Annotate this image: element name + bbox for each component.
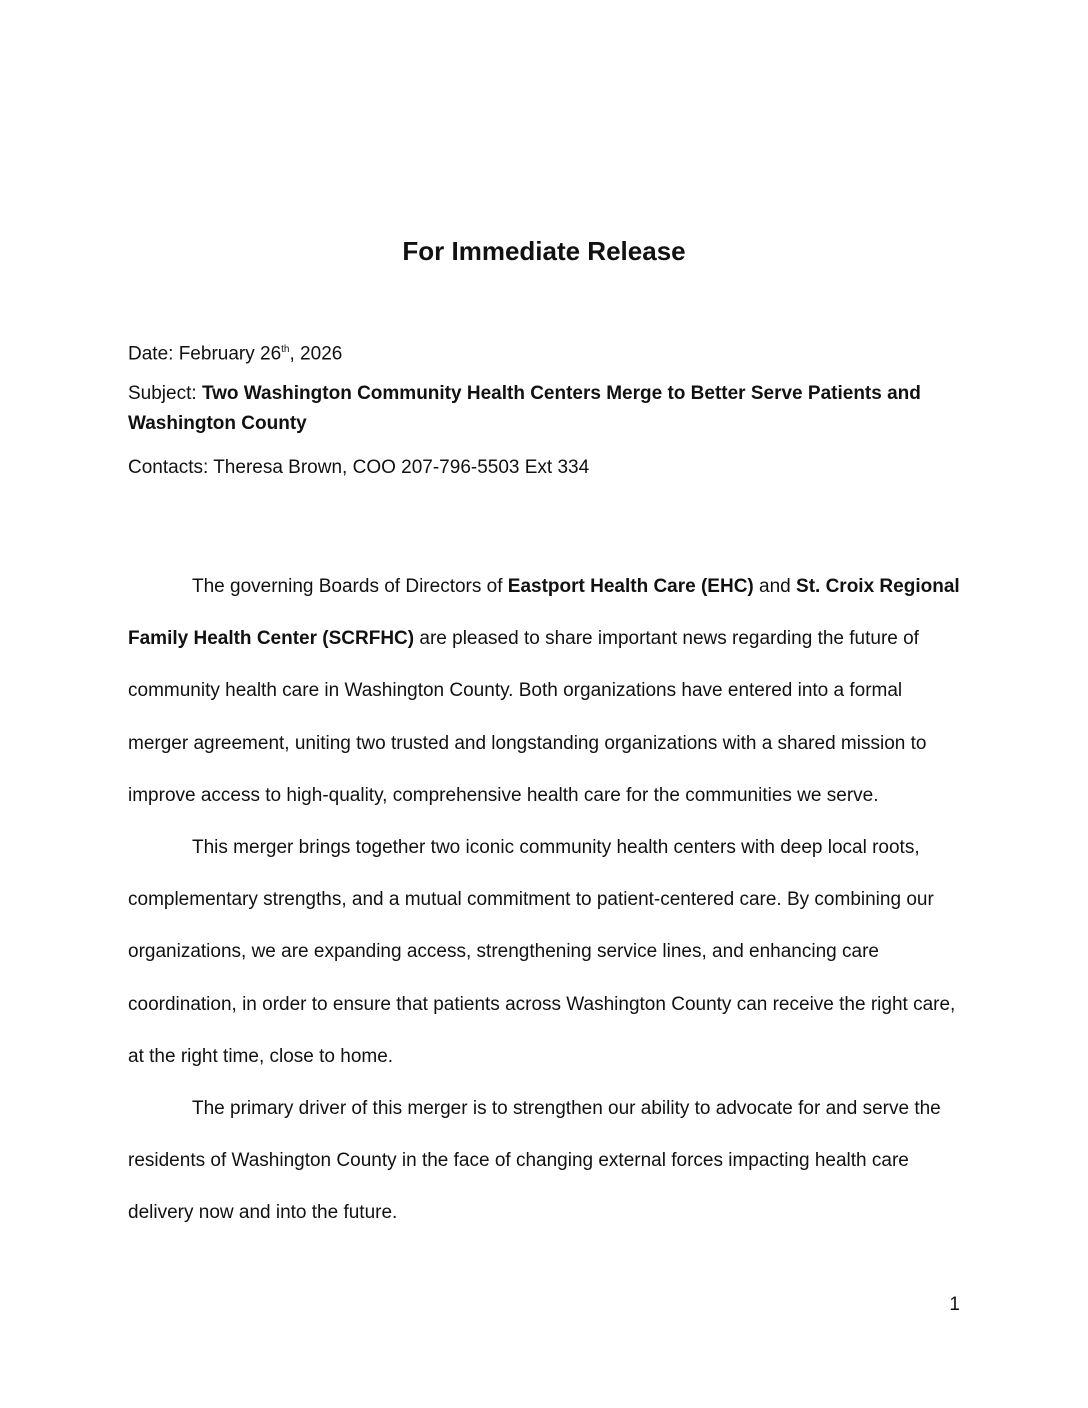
paragraph-2: This merger brings together two iconic community health centers with deep local roots, complementary strengths, and a mutual commitment to patient-centered care. By combining our organizations, we are expanding access, strengthening service lines, and enhancing care coordination, in order to ensure that patients across Washington County can receive the right care, at the right time, close to home. xyxy=(128,837,956,1067)
paragraph-3: The primary driver of this merger is to strengthen our ability to advocate for and serve the residents of Washington County in the face of changing external forces impacting health care delivery now and into the future. xyxy=(128,1098,941,1224)
org-name-ehc: Eastport Health Care (EHC) xyxy=(507,576,754,597)
page-title: For Immediate Release xyxy=(402,236,686,266)
subject-text: Two Washington Community Health Centers Merge to Better Serve Patients and Washington County xyxy=(128,383,921,434)
page-number: 1 xyxy=(949,1294,960,1315)
paragraph-1 xyxy=(128,561,960,822)
date-label: Date: xyxy=(128,343,174,365)
contacts-line xyxy=(128,453,958,483)
org-name-scrfhc: St. Croix Regional Family Health Center (SCRFHC) xyxy=(128,576,960,650)
subject-line xyxy=(128,379,958,439)
date-month-day: February 26 xyxy=(178,343,282,365)
paragraph-1-text-3: are pleased to share important news regarding the future of community health care in Washington County. Both organizations have entered into a formal merger agreement, uniting two trusted and longstanding organizations with a shared mission to improve access to high-quality, comprehensive health care for the communities we serve. xyxy=(128,628,927,806)
press-release-body xyxy=(128,561,960,1240)
paragraph-1-text-1: The governing Boards of Directors of xyxy=(192,576,508,597)
date-suffix: th xyxy=(281,344,290,355)
contacts-text: Theresa Brown, COO 207-796-5503 Ext 334 xyxy=(213,457,590,478)
contacts-label: Contacts: xyxy=(128,457,209,478)
subject-label: Subject: xyxy=(128,383,197,404)
date-year: , 2026 xyxy=(289,343,343,365)
date-line xyxy=(128,335,958,369)
paragraph-1-text-2: and xyxy=(753,576,797,597)
